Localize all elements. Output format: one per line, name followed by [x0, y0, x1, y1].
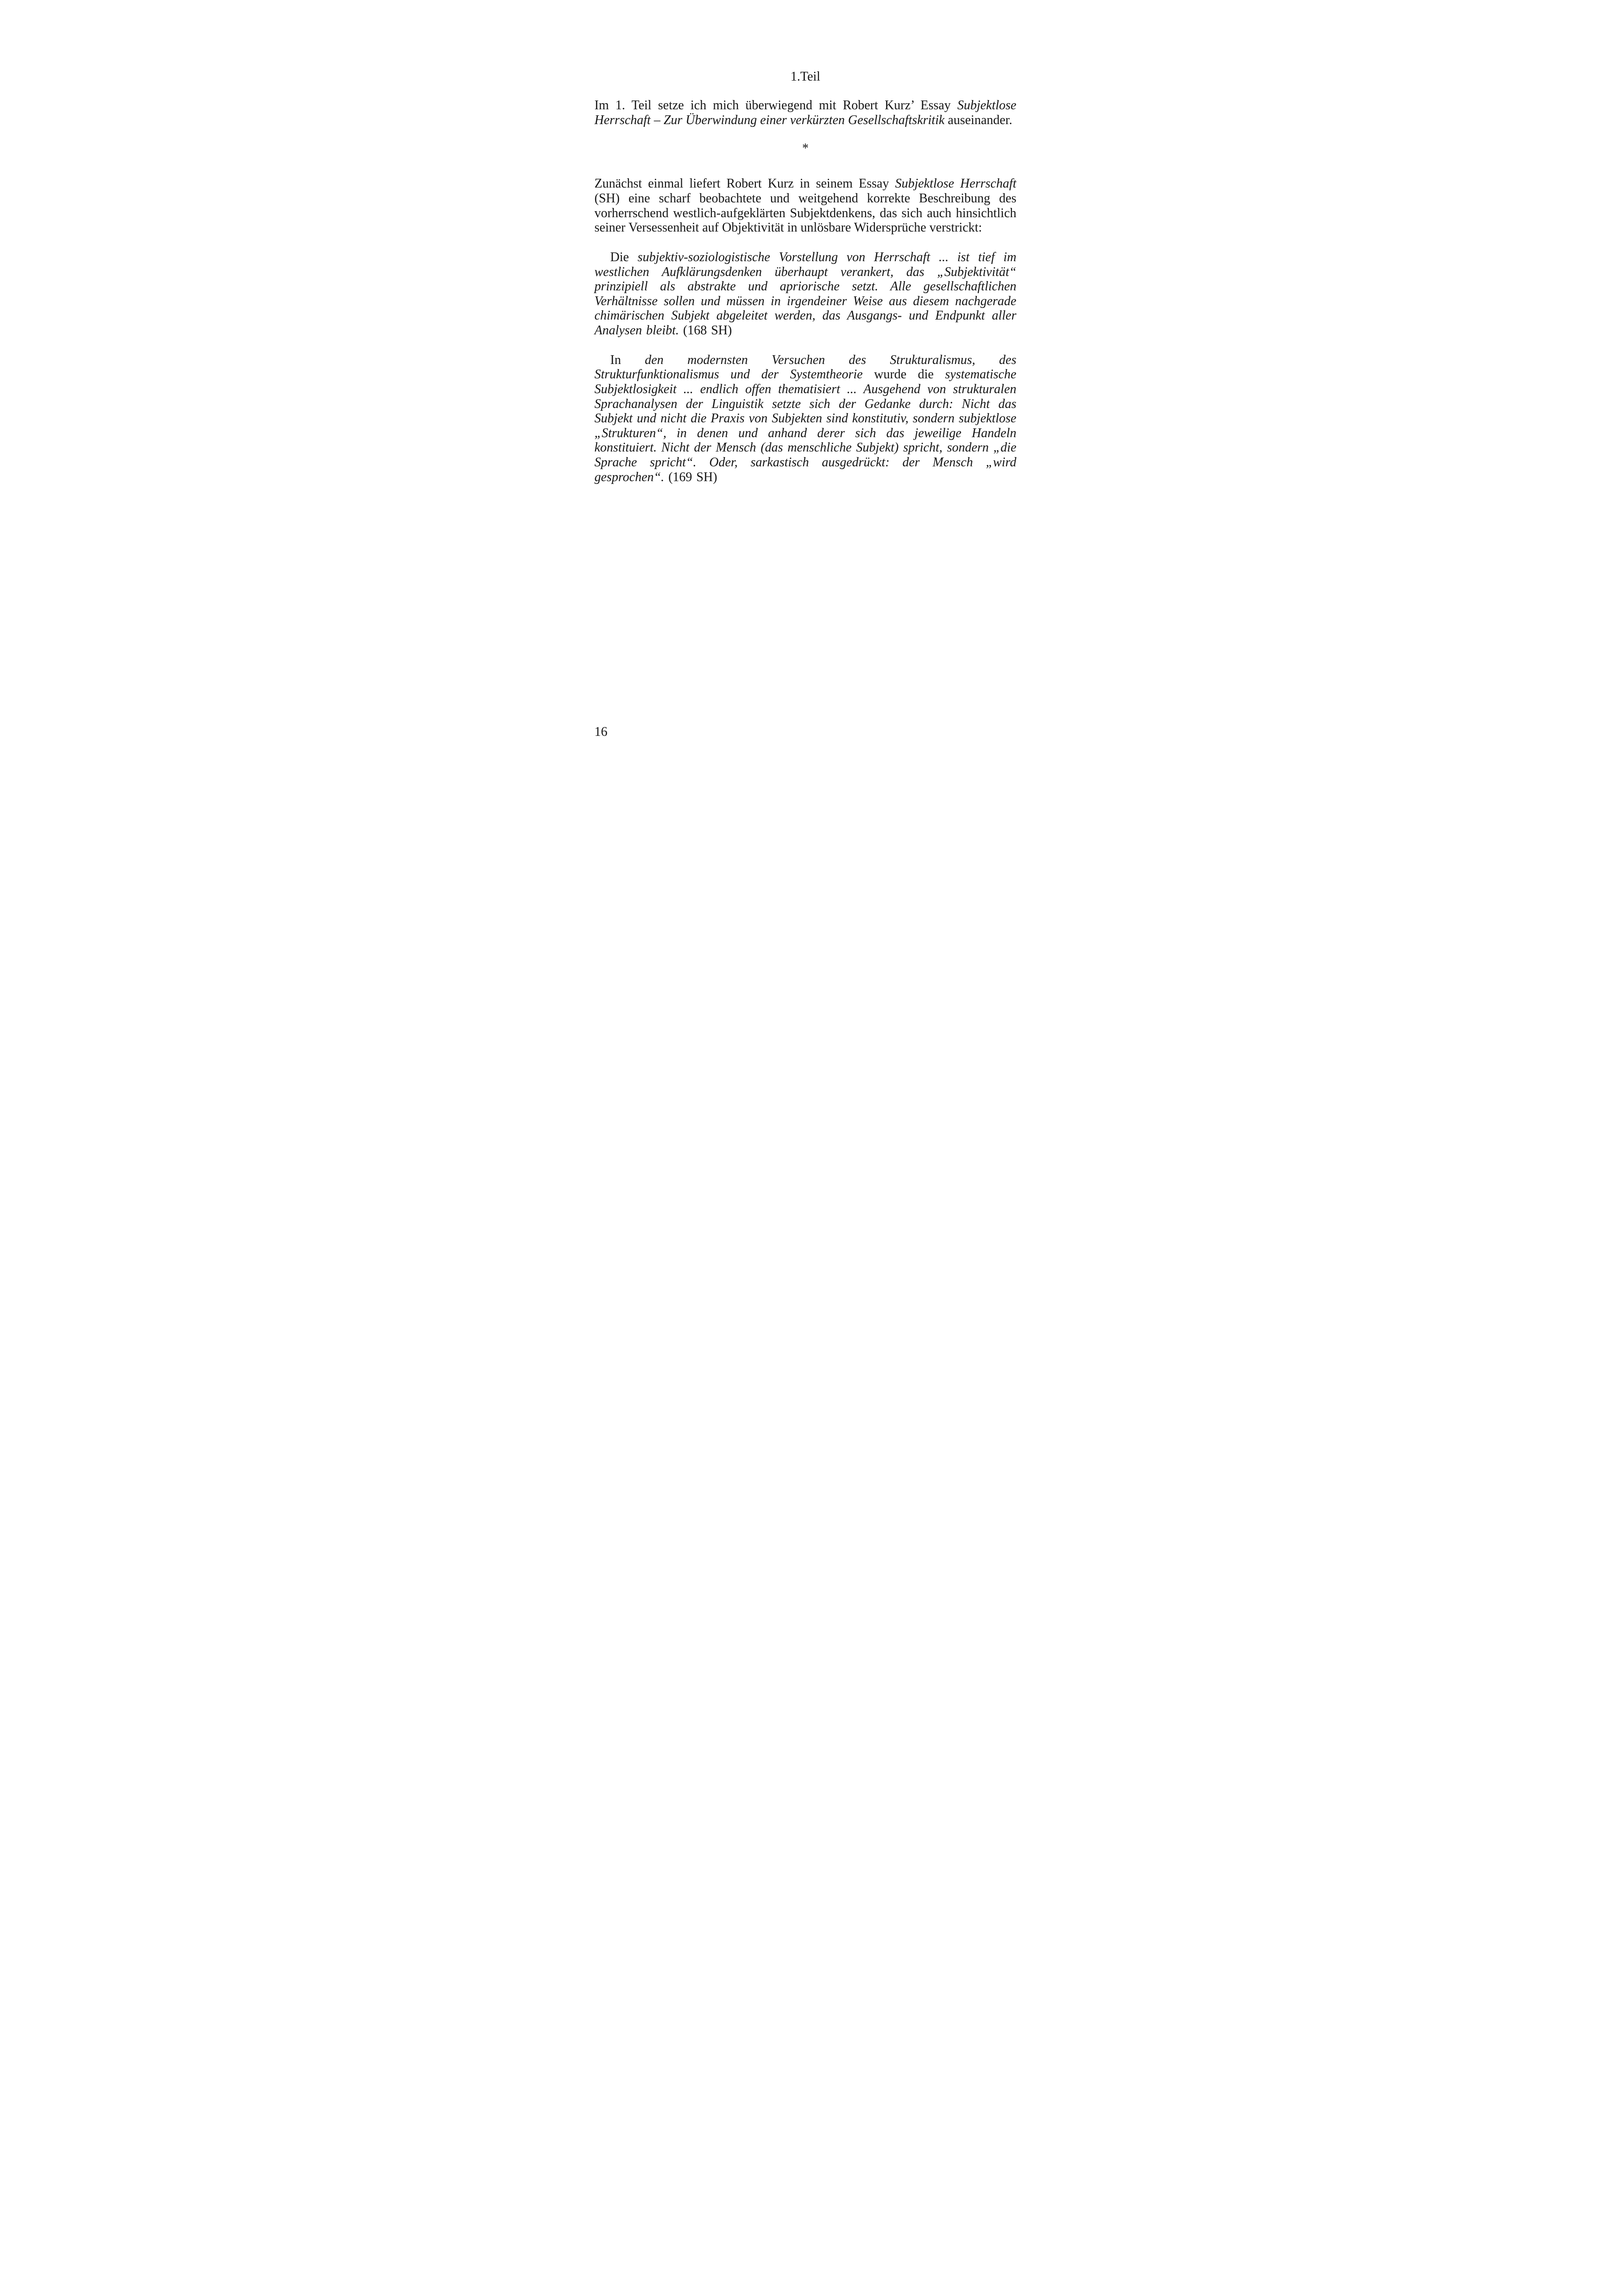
- text-run: Zunächst einmal liefert Robert Kurz in seinem Essay: [594, 176, 895, 191]
- text-run-italic: den modernsten Versuchen des Strukturalismus, des Strukturfunktionalismus und der Systemtheorie: [594, 352, 1017, 382]
- text-run: auseinander.: [944, 113, 1012, 127]
- body-paragraph: [595, 176, 1017, 235]
- text-run: Im 1. Teil setze ich mich überwiegend mit Robert Kurz’ Essay: [594, 98, 957, 113]
- section-divider-asterisk: *: [802, 141, 809, 156]
- text-run: wurde die: [862, 367, 945, 382]
- text-run-italic: subjektiv-soziologistische Vorstellung von Herrschaft ... ist tief im westlichen Aufklärungsdenken überhaupt verankert, das „Subjektivität“ prinzipiell als abstrakte und apriorische setzt. Alle gesellschaftlichen Verhältnisse sollen und müssen in irgendeiner Weise aus diesem nachgerade chimärischen Subjekt abgeleitet werden, das Ausgangs- und Endpunkt aller Analysen bleibt.: [594, 250, 1017, 338]
- citation-reference: (168 SH): [679, 323, 732, 338]
- intro-paragraph: [595, 98, 1017, 127]
- text-run: In: [610, 352, 645, 367]
- text-run: (SH) eine scharf beobachtete und weitgehend korrekte Beschreibung des vorherrschend westlich-aufgeklärten Subjektdenkens, das sich auch hinsichtlich seiner Versessenheit auf Objektivität in unlösbare Widersprüche verstrickt:: [594, 191, 1017, 235]
- citation-reference: (169 SH): [664, 470, 717, 484]
- book-page: [540, 0, 1081, 765]
- quote-paragraph-2: [595, 353, 1017, 485]
- quote-paragraph-1: [595, 250, 1017, 338]
- text-run: Die: [610, 250, 638, 264]
- section-heading: 1.Teil: [790, 69, 821, 84]
- text-run-italic: Subjektlose Herrschaft: [895, 176, 1017, 191]
- page-number: 16: [594, 725, 608, 739]
- text-run-italic: systematische Subjektlosigkeit ... endlich offen thematisiert ... Ausgehend von strukturalen Sprachanalysen der Linguistik setzte sich der Gedanke durch: Nicht das Subjekt und nicht die Praxis von Subjekten sind konstitutiv, sondern subjektlose „Strukturen“, in denen und anhand derer sich das jeweilige Handeln konstituiert. Nicht der Mensch (das menschliche Subjekt) spricht, sondern „die Sprache spricht“. Oder, sarkastisch ausgedrückt: der Mensch „wird gesprochen“.: [594, 367, 1017, 484]
- text-run-italic: Subjektlose Herrschaft – Zur Überwindung einer verkürzten Gesellschaftskritik: [594, 98, 1017, 127]
